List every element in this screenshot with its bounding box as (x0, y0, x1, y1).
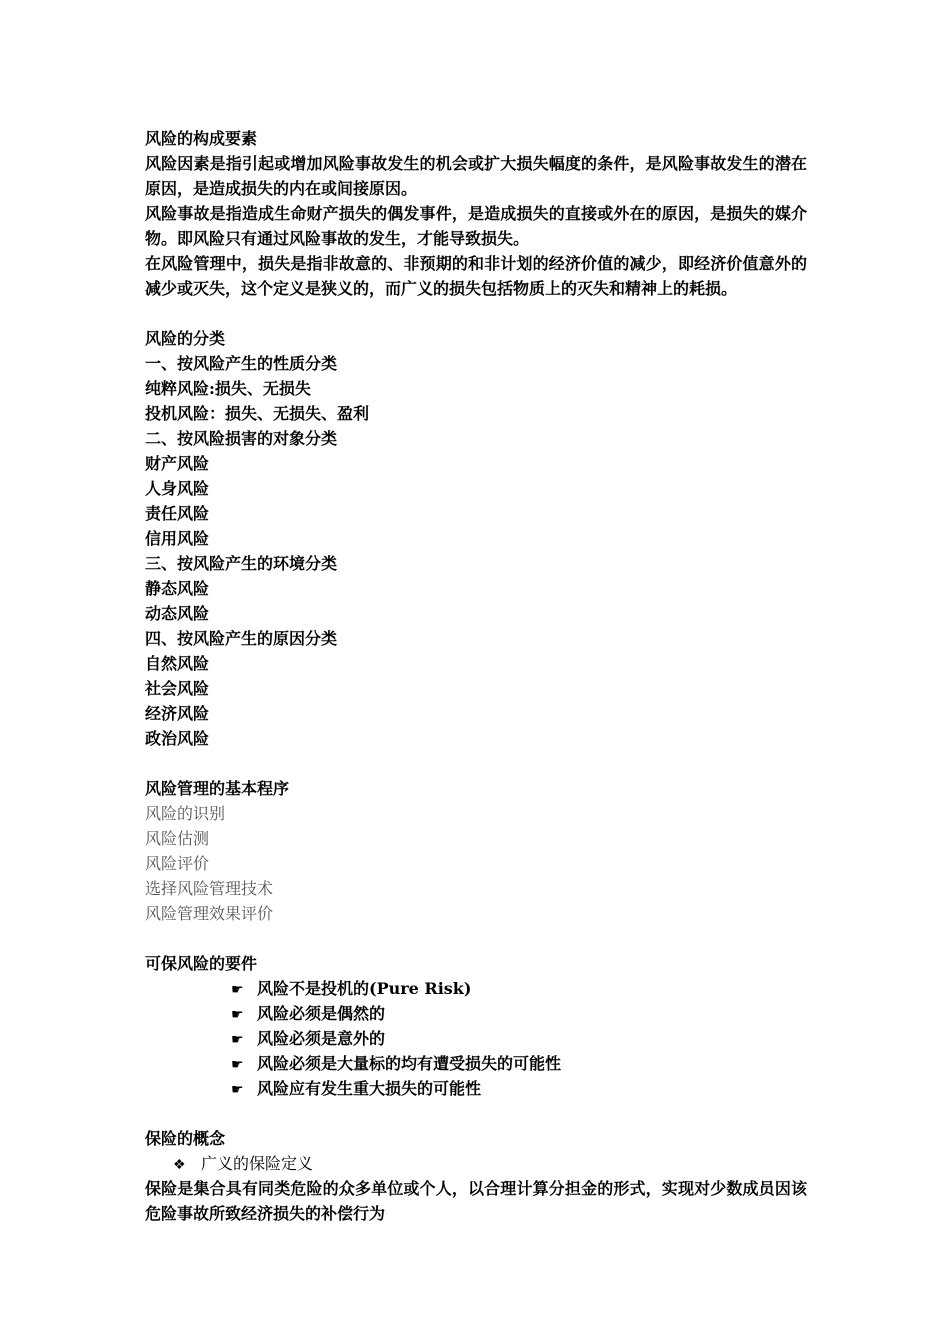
list-item: 信用风险 (145, 529, 210, 548)
spacer (145, 301, 807, 326)
diamond-bullet-icon: ❖ (173, 1157, 186, 1173)
list-item: 风险评价 (145, 854, 210, 873)
section-title-insurance-concept: 保险的概念 (145, 1129, 226, 1148)
list-item: 自然风险 (145, 654, 210, 673)
hand-pointer-icon: ☛ (231, 1007, 244, 1023)
list-item: 风险的识别 (145, 804, 226, 823)
list-item: ☛ 风险应有发生重大损失的可能性 (145, 1076, 807, 1101)
hand-pointer-icon: ☛ (231, 1057, 244, 1073)
list-item: 二、按风险损害的对象分类 (145, 429, 338, 448)
spacer (145, 1101, 807, 1126)
list-item: 社会风险 (145, 679, 210, 698)
hand-pointer-icon: ☛ (231, 982, 244, 998)
list-item: 人身风险 (145, 479, 210, 498)
list-item: 四、按风险产生的原因分类 (145, 629, 338, 648)
list-item: 纯粹风险:损失、无损失 (145, 379, 311, 398)
list-item: ☛ 风险必须是偶然的 (145, 1001, 807, 1026)
section-title-risk-elements: 风险的构成要素 (145, 129, 258, 148)
spacer (145, 751, 807, 776)
list-item: 一、按风险产生的性质分类 (145, 354, 338, 373)
list-item: 动态风险 (145, 604, 210, 623)
hand-pointer-icon: ☛ (231, 1082, 244, 1098)
spacer (145, 926, 807, 951)
list-item: ☛ 风险必须是意外的 (145, 1026, 807, 1051)
section-title-risk-management-process: 风险管理的基本程序 (145, 779, 290, 798)
list-item: 风险估测 (145, 829, 210, 848)
list-item: ☛ 风险必须是大量标的均有遭受损失的可能性 (145, 1051, 807, 1076)
hand-pointer-icon: ☛ (231, 1032, 244, 1048)
section-title-insurable-risk: 可保风险的要件 (145, 954, 258, 973)
document-page (145, 126, 807, 1226)
paragraph-insurance-definition: 保险是集合具有同类危险的众多单位或个人，以合理计算分担金的形式，实现对少数成员因该危险事故所致经济损失的补偿行为 (145, 1179, 807, 1223)
paragraph-risk-factor: 风险因素是指引起或增加风险事故发生的机会或扩大损失幅度的条件，是风险事故发生的潜在原因，是造成损失的内在或间接原因。 (145, 154, 807, 198)
list-item: 经济风险 (145, 704, 210, 723)
paragraph-loss-definition: 在风险管理中，损失是指非故意的、非预期的和非计划的经济价值的减少，即经济价值意外的减少或灭失，这个定义是狭义的，而广义的损失包括物质上的灭失和精神上的耗损。 (145, 254, 807, 298)
list-item: ❖ 广义的保险定义 (145, 1151, 807, 1176)
list-item: 财产风险 (145, 454, 210, 473)
list-item: 政治风险 (145, 729, 210, 748)
list-item: 风险管理效果评价 (145, 904, 274, 923)
list-item: 责任风险 (145, 504, 210, 523)
list-item: 三、按风险产生的环境分类 (145, 554, 338, 573)
list-item: 静态风险 (145, 579, 210, 598)
list-item: 选择风险管理技术 (145, 879, 274, 898)
list-item: 投机风险：损失、无损失、盈利 (145, 404, 370, 423)
list-item: ☛ 风险不是投机的(Pure Risk) (145, 976, 807, 1001)
paragraph-risk-accident: 风险事故是指造成生命财产损失的偶发事件，是造成损失的直接或外在的原因，是损失的媒介物。即风险只有通过风险事故的发生，才能导致损失。 (145, 204, 807, 248)
section-title-risk-classification: 风险的分类 (145, 329, 226, 348)
